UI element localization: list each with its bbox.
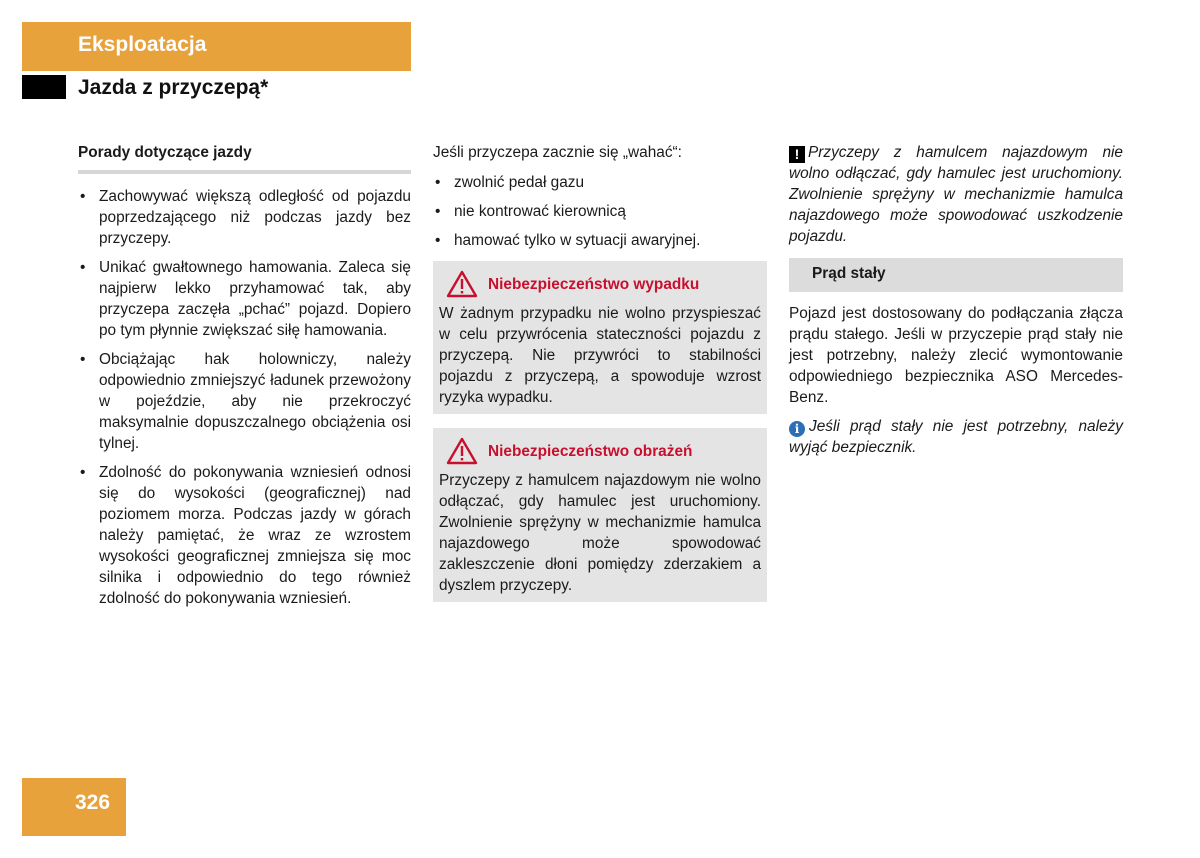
bullet-dot: •: [80, 259, 86, 276]
column-1: [78, 140, 411, 617]
list-item: • nie kontrować kierownicą: [435, 203, 626, 220]
caution-note: ! Przyczepy z hamulcem najazdowym nie wolno odłączać, gdy hamulec jest uruchomiony. Zwolnienie sprężyny w mechanizmie hamulca najazdowego może spowodować uszkodzenie pojazdu.: [789, 144, 1123, 245]
list-item: • Unikać gwałtownego hamowania. Zaleca się najpierw lekko przyhamować tak, aby przyczepa zaczęła „pchać” pojazd. Dopiero po tym płynnie zwiększać siłę hamowania.: [80, 259, 411, 339]
list-item: • hamować tylko w sytuacji awaryjnej.: [435, 232, 701, 249]
dc-power-paragraph: Pojazd jest dostosowany do podłączania złącza prądu stałego. Jeśli w przyczepie prąd stały nie jest potrzebny, należy zlecić wymontowanie odpowiedniego bezpiecznika ASO Mercedes-Benz.: [789, 305, 1123, 406]
bullet-dot: •: [435, 174, 441, 191]
driving-tips-list: [78, 186, 411, 609]
bullet-dot: •: [435, 203, 441, 220]
page-number-box: [22, 778, 126, 836]
bullet-dot: •: [80, 351, 86, 368]
column-3: [789, 140, 1123, 458]
list-item: • zwolnić pedał gazu: [435, 174, 585, 191]
bullet-dot: •: [80, 188, 86, 205]
column-2: [433, 140, 767, 616]
section-marker: [22, 75, 66, 99]
exclamation-icon: !: [789, 146, 805, 163]
chapter-tab: [22, 22, 411, 71]
warning-triangle-icon: [446, 270, 478, 298]
injury-warning-text: Przyczepy z hamulcem najazdowym nie wolno odłączać, gdy hamulec jest uruchomiony. Zwolnienie sprężyny w mechanizmie hamulca najazdowego może spowodować zakleszczenie dłoni pomiędzy zderzakiem a dyszlem przyczepy.: [439, 472, 761, 594]
list-item: • Zdolność do pokonywania wzniesień odnosi się do wysokości (geograficznej) nad poziomem morza. Podczas jazdy w górach należy pamiętać, że wraz ze wzrostem wysokości geograficznej zmniejsza się moc silnika i odpowiednio do tego również zdolność do pokonywania wzniesień.: [80, 464, 411, 607]
chapter-title: Eksploatacja: [78, 33, 207, 56]
injury-warning-title: Niebezpieczeństwo obrażeń: [439, 436, 761, 466]
injury-warning-box: [433, 428, 767, 602]
bullet-dot: •: [435, 232, 441, 249]
accident-warning-title: Niebezpieczeństwo wypadku: [439, 269, 761, 299]
sway-intro: Jeśli przyczepa zacznie się „wahać“:: [433, 144, 682, 161]
dc-power-heading: Prąd stały: [789, 258, 1123, 292]
accident-warning-text: W żadnym przypadku nie wolno przyspieszać w celu przywrócenia stateczności pojazdu z przyczepą. Nie przywróci to stabilności pojazdu z przyczepą, a spowoduje wzrost ryzyka wypadku.: [439, 305, 761, 406]
bullet-dot: •: [80, 464, 86, 481]
sway-actions-list: [433, 172, 767, 251]
page-number: 326: [75, 791, 111, 814]
info-note: i Jeśli prąd stały nie jest potrzebny, należy wyjąć bezpiecznik.: [789, 418, 1123, 456]
info-icon: i: [789, 421, 805, 437]
section-title: Jazda z przyczepą*: [78, 76, 269, 99]
list-item: • Zachowywać większą odległość od pojazdu poprzedzającego niż podczas jazdy bez przyczepy.: [80, 188, 411, 247]
warning-triangle-icon: [446, 437, 478, 465]
accident-warning-box: [433, 261, 767, 414]
list-item: • Obciążając hak holowniczy, należy odpowiednio zmniejszyć ładunek przewożony w pojeździe, aby nie przekroczyć maksymalnie dopuszczalnego obciążenia osi tylnej.: [80, 351, 411, 452]
driving-tips-heading: Porady dotyczące jazdy: [78, 140, 411, 174]
